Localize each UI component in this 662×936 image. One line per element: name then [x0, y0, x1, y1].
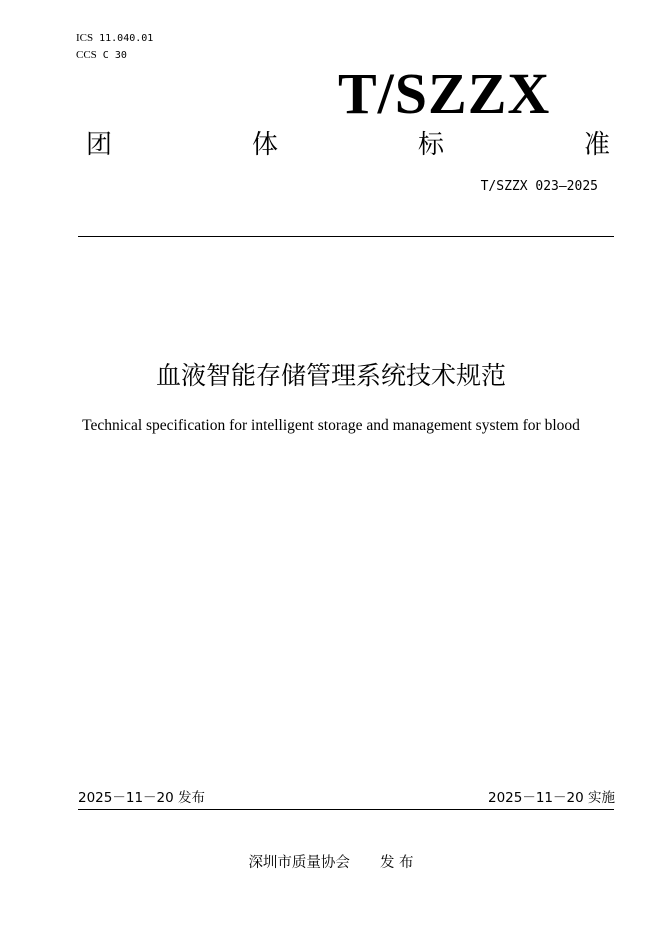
- ccs-classification: [76, 49, 127, 62]
- ccs-label: CCS: [76, 49, 97, 61]
- ccs-code: C 30: [102, 50, 127, 61]
- implement-date: 2025－11－20 实施: [487, 790, 615, 806]
- document-title-english: Technical specification for intelligent storage and management system for blood: [82, 417, 580, 434]
- document-title-chinese: 血液智能存储管理系统技术规范: [155, 361, 506, 390]
- footer-divider: [78, 809, 614, 810]
- standard-type-heading: [86, 128, 610, 162]
- ics-code: 11.040.01: [99, 33, 154, 44]
- header-divider: [78, 236, 614, 237]
- standard-number: T/SZZX 023—2025: [480, 179, 598, 194]
- standard-type-char-4: 准: [583, 130, 610, 160]
- standard-type-char-2: 体: [251, 130, 278, 160]
- publisher-name: 深圳市质量协会: [248, 855, 350, 871]
- standard-type-char-1: 团: [86, 130, 113, 160]
- standard-type-char-3: 标: [417, 130, 444, 160]
- publisher-action: 发 布: [379, 855, 414, 871]
- ics-label: ICS: [76, 32, 94, 44]
- publisher-line: [0, 853, 662, 873]
- standard-logo: T/SZZX: [338, 61, 551, 126]
- publish-date: 2025－11－20 发布: [78, 790, 206, 806]
- ics-classification: [76, 32, 153, 45]
